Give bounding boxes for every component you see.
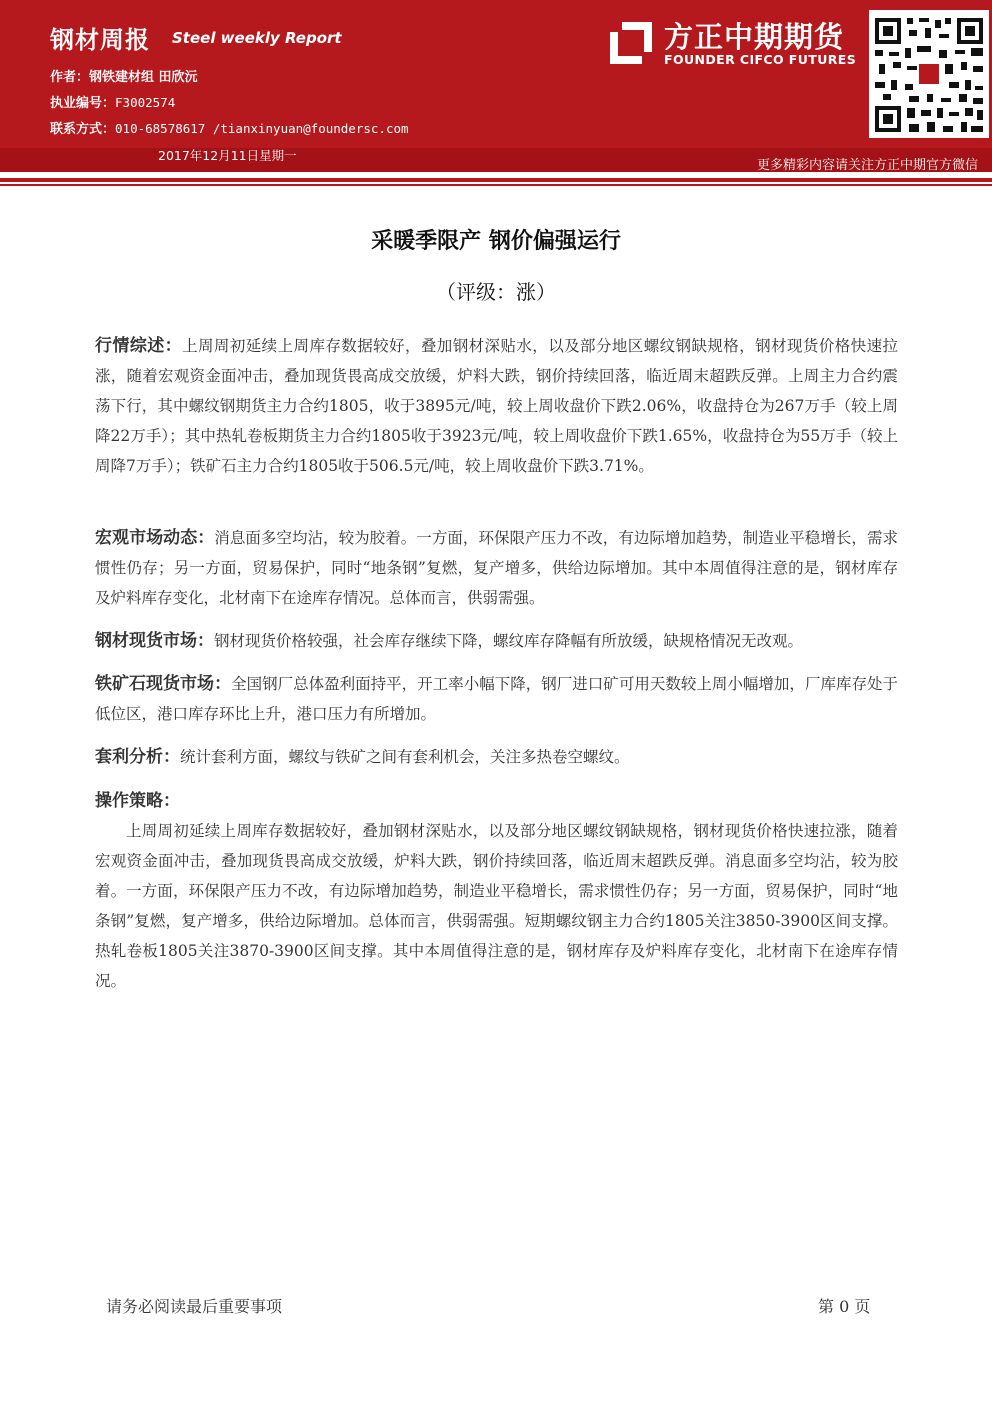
section-label: 钢材现货市场：: [95, 631, 214, 651]
wechat-promo: 更多精彩内容请关注方正中期官方微信: [756, 158, 978, 173]
section-market-review: [95, 331, 898, 481]
section-label: 行情综述：: [95, 336, 183, 356]
section-strategy: [95, 786, 898, 996]
founder-logo-icon: [606, 18, 656, 68]
contact-info: 010-68578617 /tianxinyuan@foundersc.com: [115, 121, 409, 136]
report-date: 2017年12月11日星期一: [158, 148, 297, 163]
section-macro: [95, 523, 898, 613]
contact-label: 联系方式：: [50, 122, 116, 137]
footer-notice: 请务必阅读最后重要事项: [106, 1297, 283, 1316]
section-label: 操作策略：: [95, 791, 180, 811]
article-title: 采暖季限产 钢价偏强运行: [371, 229, 621, 254]
section-text: 上周周初延续上周库存数据较好，叠加钢材深贴水，以及部分地区螺纹钢缺规格，钢材现货价格快速拉涨，随着宏观资金面冲击，叠加现货畏高成交放缓，炉料大跌，钢价持续回落，临近周末超跌反弹。上周主力合约震荡下行，其中螺纹钢期货主力合约1805，收于3895元/吨，较上周收盘价下跌2.06%，收盘持仓为267万手（较上周降22万手）；其中热轧卷板期货主力合约1805收于3923元/吨，较上周收盘价下跌1.65%，收盘持仓为55万手（较上周降7万手）；铁矿石主力合约1805收于506.5元/吨，较上周收盘价下跌3.71%。: [95, 337, 898, 475]
section-iron-ore: [95, 669, 898, 729]
author-label: 作者：: [50, 70, 90, 85]
rating: （评级：涨）: [436, 280, 556, 304]
author-name: 钢铁建材组 田欣沅: [89, 70, 198, 85]
section-text: 统计套利方面，螺纹与铁矿之间有套利机会，关注多热卷空螺纹。: [180, 748, 630, 766]
qr-code-icon: [869, 10, 989, 138]
company-name-en: FOUNDER CIFCO FUTURES: [664, 52, 857, 67]
section-label: 铁矿石现货市场：: [95, 674, 232, 694]
license-number: F3002574: [115, 95, 176, 110]
page-number: 第 0 页: [818, 1297, 871, 1316]
section-text: 钢材现货价格较强，社会库存继续下降，螺纹库存降幅有所放缓，缺规格情况无改观。: [214, 632, 804, 650]
company-name-cn: 方正中期期货: [664, 20, 845, 54]
header-rule: [0, 178, 992, 182]
report-header: [0, 0, 992, 172]
section-text: 消息面多空均沾，较为胶着。一方面，环保限产压力不改，有边际增加趋势，制造业平稳增长，需求惯性仍存；另一方面，贸易保护，同时“地条钢”复燃，复产增多，供给边际增加。其中本周值得注意的是，钢材库存及炉料库存变化，北材南下在途库存情况。总体而言，供弱需强。: [95, 529, 898, 607]
report-title-cn: 钢材周报: [50, 26, 150, 54]
contact-line: [50, 118, 409, 137]
license-line: [50, 92, 175, 111]
section-arbitrage: [95, 742, 898, 772]
section-steel-spot: [95, 626, 898, 656]
report-title-en: Steel weekly Report: [172, 29, 342, 47]
section-label: 套利分析：: [95, 747, 180, 767]
author-line: [50, 66, 198, 85]
license-label: 执业编号：: [50, 96, 116, 111]
section-label: 宏观市场动态：: [95, 528, 215, 548]
section-text: 全国钢厂总体盈利面持平，开工率小幅下降，钢厂进口矿可用天数较上周小幅增加，厂库库存处于低位区，港口库存环比上升，港口压力有所增加。: [95, 675, 898, 723]
section-text: 上周周初延续上周库存数据较好，叠加钢材深贴水，以及部分地区螺纹钢缺规格，钢材现货价格快速拉涨，随着宏观资金面冲击，叠加现货畏高成交放缓，炉料大跌，钢价持续回落，临近周末超跌反弹。消息面多空均沾，较为胶着。一方面，环保限产压力不改，有边际增加趋势，制造业平稳增长，需求惯性仍存；另一方面，贸易保护，同时“地条钢”复燃，复产增多，供给边际增加。总体而言，供弱需强。短期螺纹钢主力合约1805关注3850-3900区间支撑。热轧卷板1805关注3870-3900区间支撑。其中本周值得注意的是，钢材库存及炉料库存变化，北材南下在途库存情况。: [95, 822, 898, 990]
header-rule-thin: [0, 184, 992, 186]
